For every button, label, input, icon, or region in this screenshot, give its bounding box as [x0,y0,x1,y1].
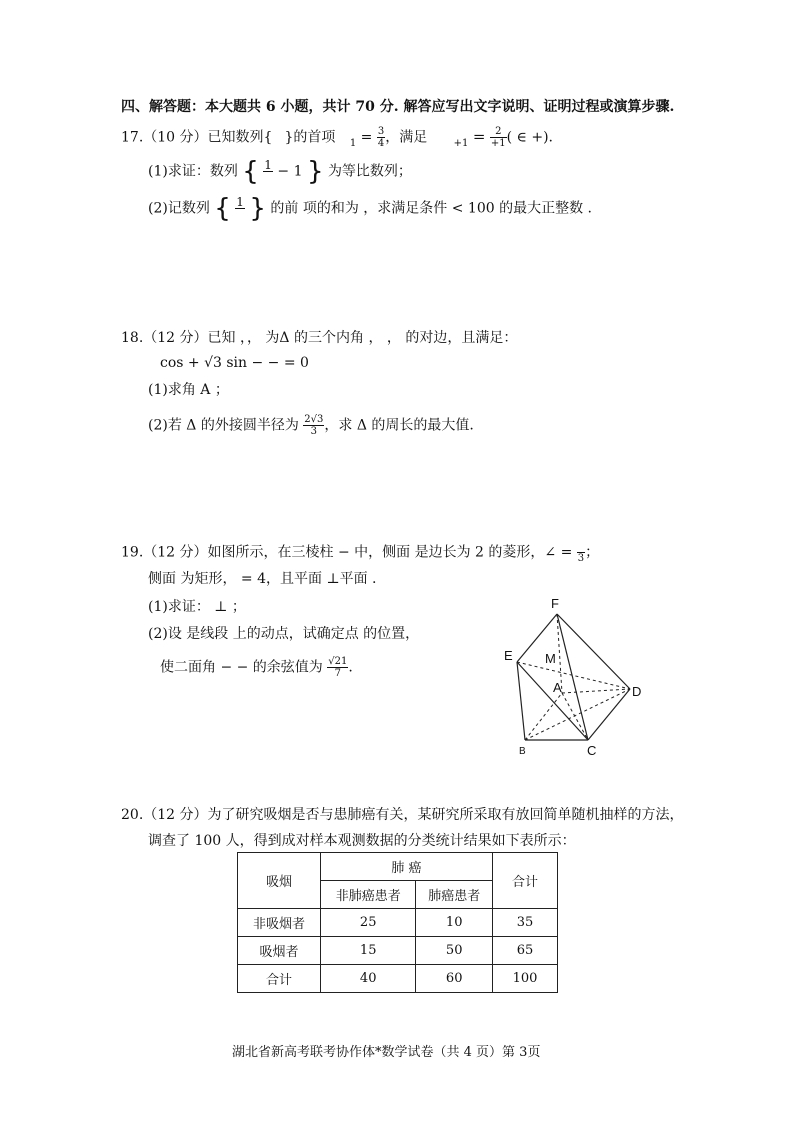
right-brace-icon: } [306,156,324,187]
table-row [238,937,558,965]
left-brace-icon: { [214,193,231,224]
q17-equals-2: = [472,127,486,146]
q19-semicolon: ； [585,544,600,561]
edge-ED-hidden [517,662,630,689]
q19-statement [121,541,599,564]
q17-part1-fraction: 1 [264,158,272,172]
vertex-label-F: F [551,596,559,611]
q17-part1-minus: − 1 [277,163,303,180]
q17-a1-fraction: $\frac{3}{4}$ [377,126,385,149]
right-brace-icon: } [249,193,266,224]
q17-part2-text: (2)记数列 [148,200,210,217]
table-row-label: 吸烟者 [238,937,321,965]
q19-cos-fraction: $\frac{√21}{7}$ [328,656,348,679]
table-cell: 15 [321,937,416,965]
page-footer: 湖北省新高考联考协作体*数学试卷（共 4 页）第 3页 [232,1045,541,1060]
q17-part1-text: (1)求证：数列 [148,163,238,180]
q18-part1: (1)求角 A ； [148,382,229,398]
q17-part2-conclusion: 的前 项的和为 ，求满足条件 < 100 的最大正整数 . [270,200,592,217]
q20-line2: 调查了 100 人，得到成对样本观测数据的分类统计结果如下表所示： [148,833,576,849]
q18-part2-text: (2)若 Δ 的外接圆半径为 [148,417,299,434]
table-group-header: 肺 癌 [321,853,493,881]
table-cell: 60 [416,965,493,993]
table-row-label: 非吸烟者 [238,909,321,937]
table-row [238,965,558,993]
left-brace-icon: { [242,156,259,187]
q17-recurrence-fraction: $\frac{2}{+1}$ [490,126,506,149]
edge-CD [588,689,630,740]
table-cell: 25 [321,909,416,937]
q18-statement: 18.（12 分）已知 ，， 为Δ 的三个内角 ， ， 的对边，且满足： [121,330,518,346]
q19-line2: 侧面 为矩形， = 4，且平面 ⊥平面 . [148,571,377,587]
vertex-label-A: A [553,680,562,695]
q20-statement: 20.（12 分）为了研究吸烟是否与患肺癌有关，某研究所采取有放回简单随机抽样的方法， [121,807,684,823]
q18-part2 [148,414,474,437]
q17-part2-fraction: 1 [236,195,244,209]
q18-radius-fraction: $\frac{2√3}{3}$ [304,414,324,437]
table-cell: 10 [416,909,493,937]
q19-part1: (1)求证： ⊥ ； [148,599,246,615]
q17-recur-subscript: +1 [453,137,469,149]
q18-part2-conclusion: ，求 Δ 的周长的最大值. [324,417,474,434]
table-cell: 100 [493,965,558,993]
q19-part2-text: 使二面角 − − 的余弦值为 [160,659,323,676]
edge-BA-hidden [525,693,562,740]
q17-a1-subscript: 1 [349,137,357,149]
q18-equation: cos + √3 sin − − = 0 [160,355,309,371]
contingency-table [237,852,558,993]
table-cell: 35 [493,909,558,937]
table-total-header: 合计 [493,853,558,909]
edge-FC [557,614,588,740]
vertex-label-B: B [519,746,526,757]
q19-part2-cont [160,656,353,679]
q17-domain: ( ∈ +). [506,129,554,146]
q17-part1 [148,156,412,187]
q17-part1-conclusion: 为等比数列； [327,163,412,180]
vertex-label-C: C [587,743,597,758]
table-col-header: 非肺癌患者 [321,881,416,909]
q17-text: }的首项 [284,129,336,146]
edge-FD [557,614,630,689]
table-row-label: 合计 [238,965,321,993]
table-row [238,909,558,937]
table-cell: 40 [321,965,416,993]
q19-period: . [348,659,353,676]
edge-EB [517,662,525,740]
vertex-label-M: M [545,651,556,666]
table-col-header: 肺癌患者 [416,881,493,909]
q19-part2: (2)设 是线段 上的动点，试确定点 的位置， [148,626,420,642]
q17-condition: ，满足 [385,129,428,146]
q17-statement [121,126,553,153]
table-cell: 65 [493,937,558,965]
q17-part2 [148,193,592,224]
edge-EC [517,662,588,740]
q17-equals: = [360,129,373,146]
prism-figure [495,592,655,762]
table-cell: 50 [416,937,493,965]
vertex-label-D: D [632,684,642,699]
q17-label: 17.（10 分）已知数列{ [121,129,273,146]
edge-AD-hidden [562,689,630,693]
q19-angle-fraction: 3 [577,541,585,564]
section-header: 四、解答题：本大题共 6 小题，共计 70 分. 解答应写出文字说明、证明过程或演算步骤. [121,99,675,115]
table-corner-header: 吸烟 [238,853,321,909]
q19-text: 19.（12 分）如图所示，在三棱柱 − 中，侧面 是边长为 2 的菱形，∠ = [121,544,573,561]
vertex-label-E: E [504,648,513,663]
